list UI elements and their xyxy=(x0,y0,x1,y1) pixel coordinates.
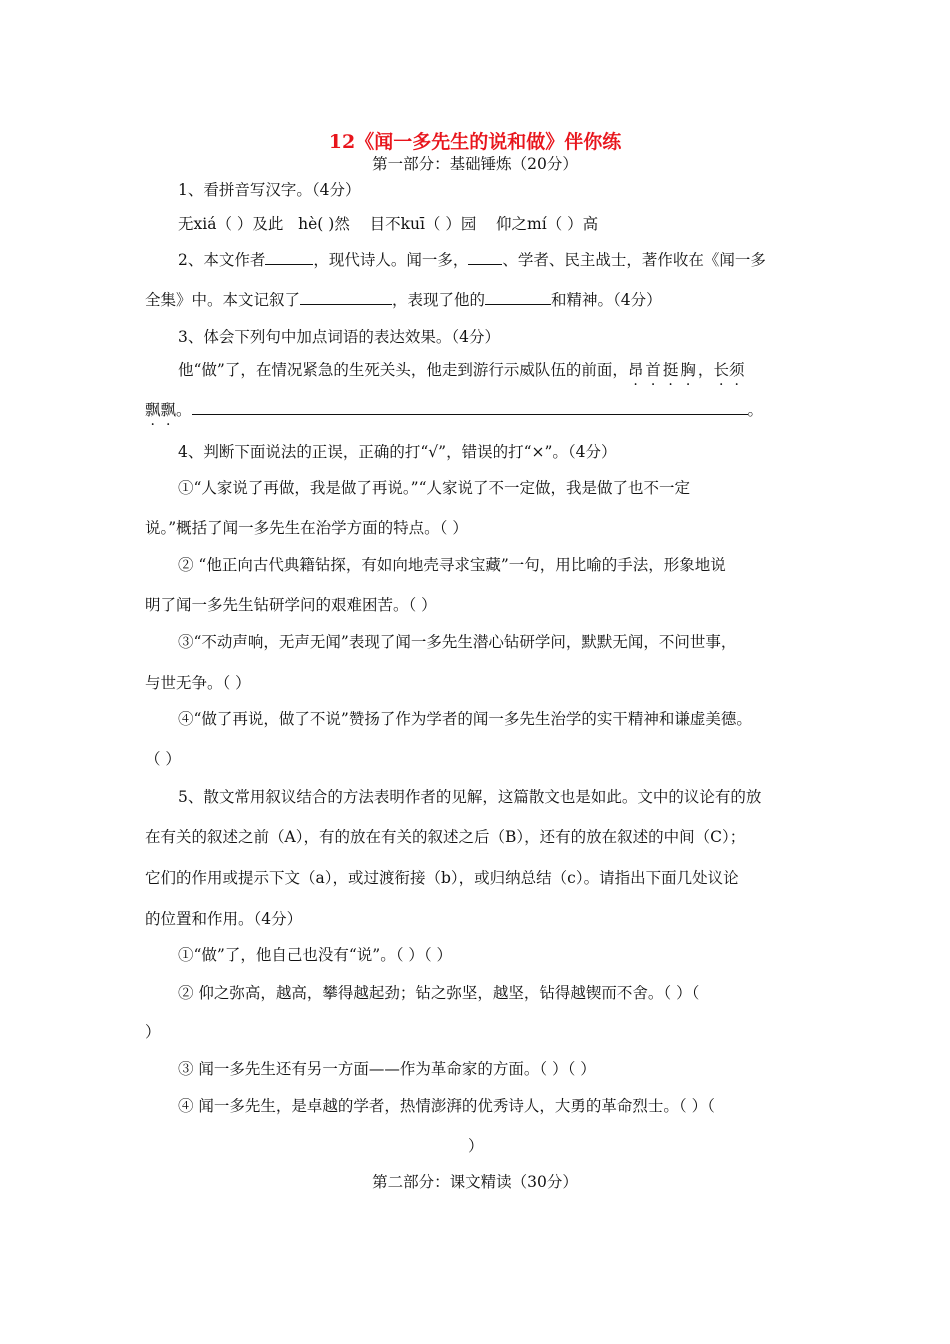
q2-text-d: 全集》中。本文记叙了 xyxy=(145,291,301,309)
q4-item-1-line-1: ①“人家说了再做，我是做了再说。”“人家说了不一定做，我是做了也不一定 xyxy=(178,479,691,497)
dotted-char: 首 xyxy=(645,361,663,379)
q4-item-1-line-2: 说。”概括了闻一多先生在治学方面的特点。（ ） xyxy=(145,519,468,537)
q4-item-2-line-2: 明了闻一多先生钻研学问的艰难困苦。（ ） xyxy=(145,596,437,614)
q3-sentence-b: ， xyxy=(697,361,714,379)
q1-prompt: 1、看拼音写汉字。（4分） xyxy=(178,181,361,199)
q3-dotted-phrase-1 xyxy=(628,361,698,379)
q3-sentence-a: 他“做”了，在情况紧急的生死关头，他走到游行示威队伍的前面， xyxy=(178,361,628,379)
q5-item-1: ①“做”了，他自己也没有“说”。（ ）（ ） xyxy=(178,946,453,964)
q2-line-2 xyxy=(145,290,925,310)
q1-item-2: hè( )然 xyxy=(298,215,350,233)
q4-prompt: 4、判断下面说法的正误，正确的打“√”，错误的打“×”。（4分） xyxy=(178,443,617,461)
q5-item-4-line-2: ） xyxy=(468,1137,484,1155)
q2-blank-recorded[interactable] xyxy=(300,290,392,305)
q4-item-2-line-1: ② “他正向古代典籍钻探，有如向地壳寻求宝藏”一句，用比喻的手法，形象地说 xyxy=(178,556,726,574)
q2-text-a: 2、本文作者 xyxy=(178,251,266,269)
q4-item-4-line-1: ④“做了再说，做了不说”赞扬了作为学者的闻一多先生治学的实干精神和谦虚美德。 xyxy=(178,710,752,728)
q5-line-3: 它们的作用或提示下文（a），或过渡衔接（b），或归纳总结（c）。请指出下面几处议论 xyxy=(145,869,739,887)
q2-text-f: 和精神。（4分） xyxy=(551,291,662,309)
q4-item-4-line-2: （ ） xyxy=(145,750,181,768)
q1-item-1: 无xiá（ ）及此 xyxy=(178,215,284,233)
q2-text-c: 、学者、民主战士，著作收在《闻一多 xyxy=(502,251,766,269)
q2-blank-spirit[interactable] xyxy=(485,290,551,305)
q2-text-e: ，表现了他的 xyxy=(392,291,486,309)
q5-line-2: 在有关的叙述之前（A），有的放在有关的叙述之后（B），还有的放在叙述的中间（C）； xyxy=(145,828,746,846)
q4-item-3-line-2: 与世无争。（ ） xyxy=(145,674,251,692)
q1-item-3: 目不kuī（ ）园 xyxy=(369,215,477,233)
q2-blank-author[interactable] xyxy=(265,250,313,265)
q5-item-2-line-2: ） xyxy=(145,1023,161,1041)
q3-dotted-phrase-3 xyxy=(145,401,176,419)
dotted-char: 昂 xyxy=(627,361,646,379)
q4-item-3-line-1: ③“不动声响，无声无闻”表现了闻一多先生潜心钻研学问，默默无闻，不问世事， xyxy=(178,633,737,651)
dotted-char: 长 xyxy=(713,361,729,379)
q2-text-b: ，现代诗人。闻一多， xyxy=(313,251,469,269)
q3-period-end: 。 xyxy=(747,401,764,419)
q3-dotted-phrase-2 xyxy=(713,361,744,379)
dotted-char: 挺 xyxy=(662,361,681,379)
part1-heading: 第一部分：基础锤炼（20分） xyxy=(372,155,578,173)
q1-pinyin-row xyxy=(178,214,918,234)
q3-prompt: 3、体会下列句中加点词语的表达效果。（4分） xyxy=(178,328,500,346)
q5-item-4-line-1: ④ 闻一多先生，是卓越的学者，热情澎湃的优秀诗人，大勇的革命烈士。（ ）（ xyxy=(178,1097,715,1115)
dotted-char: 胸 xyxy=(680,361,698,379)
q5-line-4: 的位置和作用。（4分） xyxy=(145,910,303,928)
q5-item-2-line-1: ② 仰之弥高，越高，攀得越起劲；钻之弥坚，越坚，钻得越锲而不舍。（ ）（ xyxy=(178,984,700,1002)
worksheet-title: 12《闻一多先生的说和做》伴你练 xyxy=(328,131,622,153)
q1-item-4: 仰之mí（ ）高 xyxy=(496,215,599,233)
q5-line-1: 5、散文常用叙议结合的方法表明作者的见解，这篇散文也是如此。文中的议论有的放 xyxy=(178,788,762,806)
q3-answer-blank[interactable] xyxy=(192,400,748,415)
q5-item-3: ③ 闻一多先生还有另一方面——作为革命家的方面。（ ）（ ） xyxy=(178,1060,596,1078)
q2-blank-identity[interactable] xyxy=(468,250,502,265)
part2-heading: 第二部分：课文精读（30分） xyxy=(372,1173,578,1191)
q3-answer-line xyxy=(145,400,925,420)
dotted-char: 飘 xyxy=(145,401,161,419)
q2-line-1 xyxy=(178,250,918,270)
dotted-char: 飘 xyxy=(160,401,177,419)
q3-sentence-line-1 xyxy=(178,360,918,380)
dotted-char: 须 xyxy=(728,361,745,379)
q3-period-a: 。 xyxy=(176,401,192,419)
